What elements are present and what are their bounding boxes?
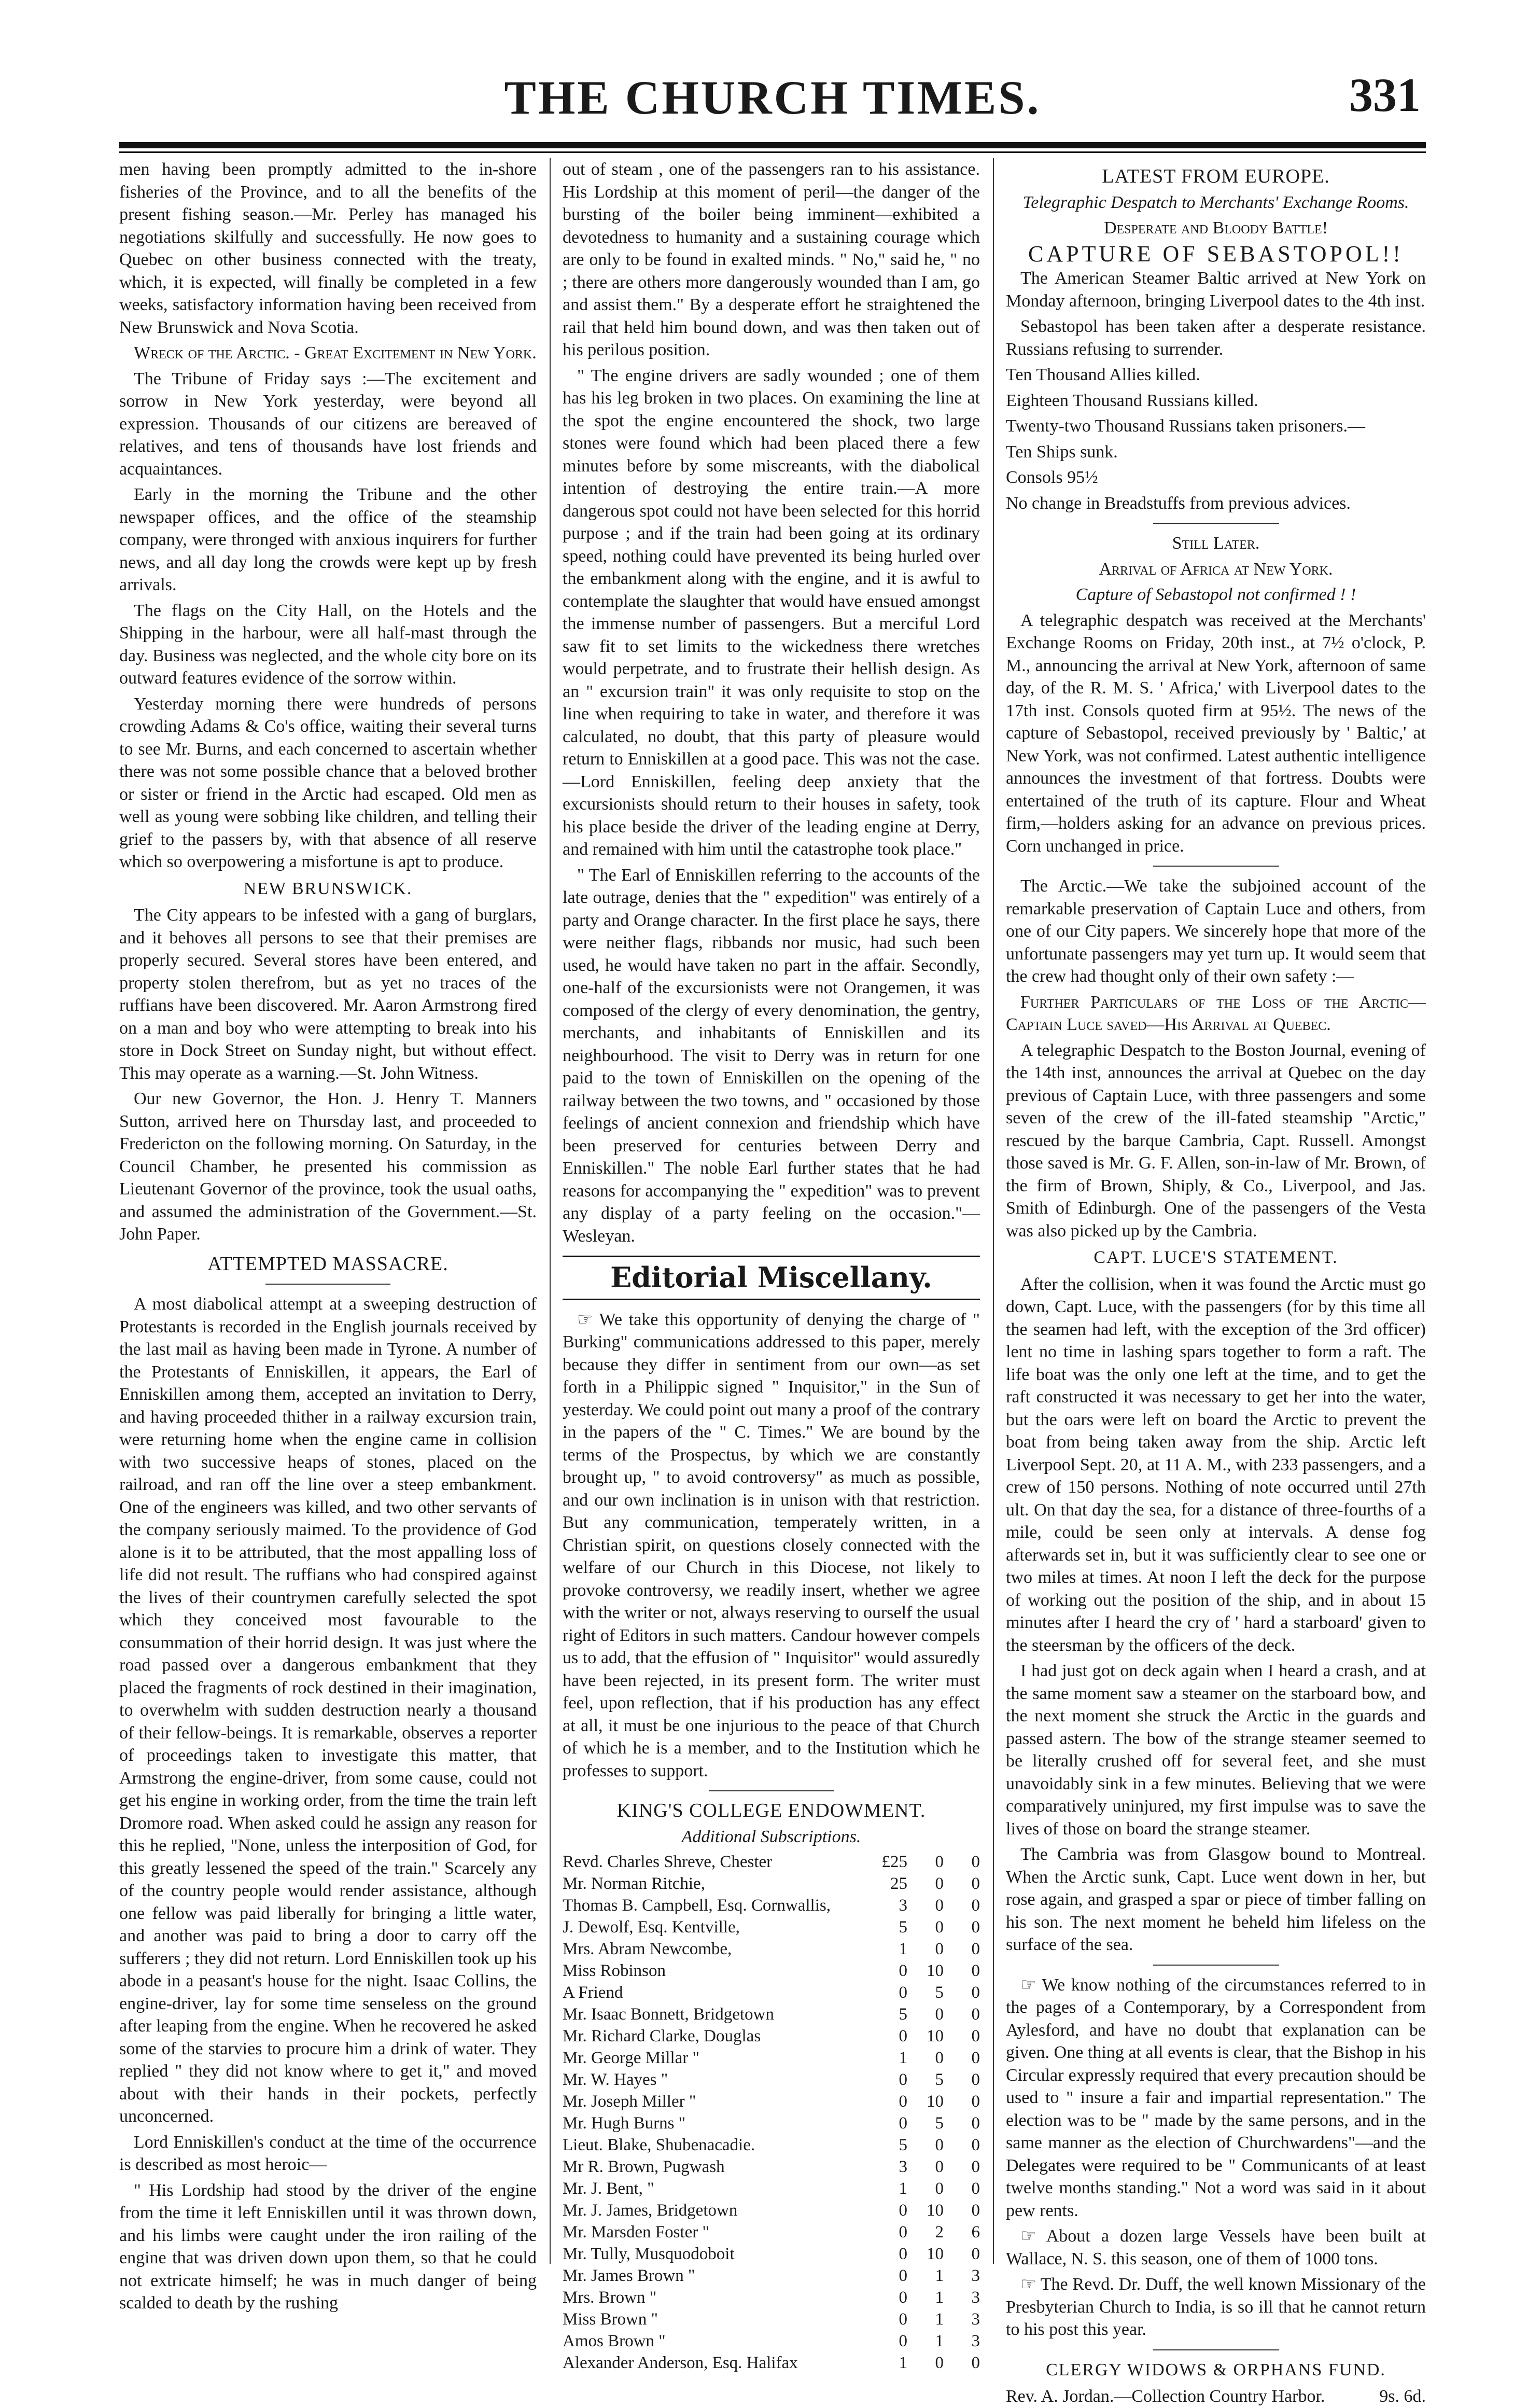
divider [265,1284,391,1285]
subscriber-name: Mr. Isaac Bonnett, Bridgetown [563,2005,774,2024]
amount-pence: 0 [971,1961,980,1980]
article-heading: Wreck of the Arctic. - Great Excitement in New York. [134,343,537,363]
news-line: Ten Thousand Allies killed. [1006,365,1200,384]
amount-shillings: 5 [935,1983,944,2002]
table-row [563,2308,980,2330]
masthead-rule-thin [119,151,1426,153]
article-paragraph: The flags on the City Hall, on the Hotels and the Shipping in the harbour, were all half-mast through the day. Business was neglected, and the whole city bore on its outward features evidence of the sorrow within. [119,601,537,688]
newspaper-page [119,62,1426,2406]
section-subheading: Telegraphic Despatch to Merchants' Exchange Rooms. [1022,192,1409,212]
article-paragraph: The Arctic.—We take the subjoined account of the remarkable preservation of Captain Luce and others, from one of our City papers. We sincerely hope that more of the unfortunate passengers may yet turn up. It would seem that the crew had thought only of their own safety :— [1006,876,1426,986]
amount-pence: 3 [971,2266,980,2285]
article-paragraph: Early in the morning the Tribune and the other newspaper offices, and the office of the steamship company, were thronged with anxious inquirers for further news, and all day long the crowds were kept up by fresh arrivals. [119,485,537,594]
amount-pounds: 0 [899,2070,907,2089]
amount-pence: 3 [971,2332,980,2350]
amount-pence: 0 [971,1874,980,1893]
amount-pounds: 3 [899,1896,907,1915]
amount-shillings: 0 [935,2354,944,2372]
article-paragraph: out of steam , one of the passengers ran to his assistance. His Lordship at this moment of peril—the danger of the bursting of the boiler being imminent—exhibited a devotedness to humanity and a sustaining courage which are only to be found in exalted minds. " No," said he, " no ; there are others more dangerously wounded than I am, go and assist them." By a desperate effort he straightened the rail that held him bound down, and was then taken out of his perilous position. [563,160,980,359]
amount-pence: 0 [971,2136,980,2154]
editorial-heading: Editorial Miscellany. [610,1261,932,1294]
amount-shillings: 10 [927,2027,944,2045]
amount-pence: 0 [971,2092,980,2111]
table-row [563,2156,980,2178]
fund-line-amount: 9s. 6d. [1379,2387,1426,2406]
amount-pence: 3 [971,2310,980,2329]
amount-shillings: 1 [935,2288,944,2307]
amount-pounds: 1 [899,2354,907,2372]
amount-pence: 0 [971,2354,980,2372]
amount-pence: 0 [971,2201,980,2220]
news-lines [1006,364,1426,514]
article-paragraph: " The Earl of Enniskillen referring to the accounts of the late outrage, denies that the " expedition" was entirely of a party and Orange character. In the first place he says, there were neither flags, ribbands nor music, had such been used, he would have taken no part in the affair. Secondly, one-half of the excursionists were not Orangemen, it was composed of the clergy of every denomination, the gentry, merchants, and inhabitants of Enniskillen and its neighbourhood. The visit to Derry was in return for one paid to the town of Enniskillen on the opening of the railway between the two towns, and " occasioned by those feelings of ancient connexion and friendship which have been preserved for centuries between Derry and Enniskillen." The noble Earl further states that he had reasons for accompanying the " expedition" was to prevent any display of a party feeling on the occasion."—Wesleyan. [563,865,980,1246]
amount-shillings: 0 [935,1918,944,1937]
amount-pence: 0 [971,2158,980,2176]
section-heading: Still Later. [1172,534,1260,553]
subscriber-name: Mr. Norman Ritchie, [563,1874,705,1893]
amount-pounds: 0 [899,2114,907,2133]
amount-pounds: 5 [899,1918,907,1937]
amount-pounds: 0 [899,2027,907,2045]
column-2 [563,158,980,2372]
amount-shillings: 0 [935,2158,944,2176]
amount-pounds: 0 [899,2332,907,2350]
article-paragraph: The Cambria was from Glasgow bound to Montreal. When the Arctic sunk, Capt. Luce went down in her, but rose again, and grasped a spar or piece of timber falling on his son. The next moment he beheld him lifeless on the surface of the sea. [1006,1845,1426,1954]
divider [1153,2349,1279,2350]
subscriber-name: Alexander Anderson, Esq. Halifax [563,2354,798,2372]
article-paragraph: men having been promptly admitted to the in-shore fisheries of the Province, and to all the benefits of the present fishing season.—Mr. Perley has managed his negotiations skilfully and successfully. He now goes to Quebec on other business connected with the treaty, which, it is expected, will finally be completed in a few weeks, satisfactory information having been received from New Brunswick and Nova Scotia. [119,160,537,337]
section-heading: LATEST FROM EUROPE. [1102,165,1330,187]
divider [1153,866,1279,867]
news-line: Consols 95½ [1006,468,1098,487]
divider [709,1790,834,1791]
fund-line-text: Rev. A. Jordan.—Collection Country Harbor. [1006,2387,1325,2406]
amount-pence: 0 [971,2114,980,2133]
column-3 [1006,158,1426,2406]
article-paragraph: ☞ We take this opportunity of denying the charge of " Burking" communications addressed to this paper, merely because they differ in sentiment from our own—as set forth in a Philippic signed " Inquisitor," in the Sun of yesterday. We could point out many a proof of the contrary in the papers of the " C. Times." We are bound by the terms of the Prospectus, by which we are constantly brought up, " to avoid controversy" as much as possible, and our own inclination is in unison with that restriction. But any communication, temperately written, in a Christian spirit, on questions closely connected with the welfare of our Church in this Diocese, not likely to provoke controversy, we readily insert, whether we agree with the writer or not, always reserving to ourself the usual right of Editors in such matters. Candour however compels us to add, that the effusion of " Inquisitor" would assuredly have been rejected, in its present form. The writer must feel, upon reflection, that if his production has any effect at all, it must be one injurious to the peace of that Church of which he is a member, and to the Institution which he professes to support. [563,1310,980,1780]
article-paragraph: A most diabolical attempt at a sweeping destruction of Protestants is recorded in the English journals received by the last mail as having been made in Tyrone. A number of the Protestants of Enniskillen, it appears, the Earl of Enniskillen among them, accepted an invitation to Derry, and having proceeded thither in a railway excursion train, were returning home when the engine came in collision with two successive heaps of stones, placed on the railroad, and ran off the line over a steep embankment. One of the engineers was killed, and two other servants of the company seriously maimed. To the providence of God alone is it to be attributed, that the most appalling loss of life did not result. The ruffians who had conspired against the lives of their countrymen carefully selected the spot which they conceived most favourable to the consummation of their horrid design. It was just where the road passed over a dangerous embankment that they placed the fragments of rock destined in their imagination, to overwhelm with sudden destruction nearly a thousand of their fellow-beings. It is remarkable, observes a reporter of proceedings taken to investigate this matter, that Armstrong the engine-driver, from some cause, could not get his engine in working order, from the time the train left Dromore road. When asked could he assign any reason for this he replied, "None, unless the interposition of God, for this greatly lessened the speed of the train." Scarcely any of the country people would render assistance, although one fellow was paid liberally for bringing a little water, and another was paid to bring a door to carry off the sufferers ; they did not return. Lord Enniskillen took up his abode in a peasant's house for the night. Isaac Collins, the engine-driver, lay for some time senseless on the ground after leaping from the engine. When he recovered he asked some of the starvies to procure him a drink of water. They replied " they did not know where to get it," and moved about with their hands in their pockets, perfectly unconcerned. [119,1295,537,2126]
table-row [563,2091,980,2112]
column-divider [550,158,551,2264]
article-paragraph: ☞ We know nothing of the circumstances referred to in the pages of a Contemporary, by a Correspondent from Aylesford, and have no doubt that explanation can be given. One thing at all events is clear, that the Bishop in his Circular expressly required that every precaution should be used to " insure a fair and impartial representation." The election was to be " made by the same persons, and in the same manner as the election of Churchwardens"—and the Delegates were required to be " Communicants of at least twelve months standing." Not a word was said in it about pew rents. [1006,1975,1426,2220]
amount-shillings: 1 [935,2266,944,2285]
column-1 [119,158,537,2313]
fund-line [1006,2385,1426,2408]
amount-pence: 0 [971,2179,980,2198]
subscriber-name: Mr. James Brown " [563,2266,695,2285]
article-paragraph: Lord Enniskillen's conduct at the time of the occurrence is described as most heroic— [119,2132,537,2174]
article-paragraph: ☞ About a dozen large Vessels have been built at Wallace, N. S. this season, one of them of 1000 tons. [1006,2226,1426,2268]
amount-pence: 0 [971,2027,980,2045]
section-heading: CAPT. LUCE'S STATEMENT. [1094,1248,1338,1267]
amount-pounds: 1 [899,1940,907,1958]
amount-shillings: 10 [927,1961,944,1980]
table-row [563,2069,980,2091]
amount-pounds: 0 [899,2266,907,2285]
subscriber-name: Mr. Hugh Burns " [563,2114,686,2133]
table-row [563,2330,980,2352]
amount-shillings: 0 [935,1853,944,1871]
article-paragraph: " The engine drivers are sadly wounded ; one of them has his leg broken in two places. On examining the line at the spot the engine encountered the shock, two large stones were found which had been placed there a few minutes before by some miscreants, with the diabolical intention of destroying the entire train.—A more dangerous spot could not have been selected for this horrid purpose ; and if the train had been going at its ordinary speed, nothing could have prevented its being hurled over the embankment along with the engine, and it is awful to contemplate the slaughter that would have ensued amongst the immense number of passengers. But a merciful Lord saw fit to set limits to the wickedness there wretches would perpetrate, and to frustrate their hellish design. As an " excursion train" it was only requisite to stop on the line when requiring to take in water, and therefore it was calculated, no doubt, that this party of pleasure would return to Enniskillen at a good pace. This was not the case.—Lord Enniskillen, feeling deep anxiety that the excursionists should return to their houses in safety, took his place beside the driver of the leading engine at Derry, and remained with him until the catastrophe took place." [563,366,980,859]
amount-pounds: 0 [899,2201,907,2220]
subscriber-name: Mr. George Millar " [563,2049,699,2067]
amount-shillings: 10 [927,2092,944,2111]
masthead [119,62,1426,140]
column-divider [993,158,994,2264]
amount-pence: 0 [971,1853,980,1871]
table-row [563,2352,980,2374]
article-paragraph: Our new Governor, the Hon. J. Henry T. Manners Sutton, arrived here on Thursday last, and proceeded to Fredericton on the following morning. On Saturday, in the Council Chamber, he presented his commission as Lieutenant Governor of the province, took the usual oaths, and assumed the administration of the Government.—St. John Paper. [119,1089,537,1244]
headline: CAPTURE OF SEBASTOPOL!! [1028,241,1404,267]
amount-pounds: 5 [899,2136,907,2154]
subscriber-name: Mrs. Brown " [563,2288,657,2307]
subscriber-name: Mr R. Brown, Pugwash [563,2158,725,2176]
table-row [563,1938,980,1960]
article-paragraph: After the collision, when it was found the Arctic must go down, Capt. Luce, with the passengers (for by this time all the seamen had left, with the exception of the 3rd officer) lent no time in lashing spars together to form a raft. The life boat was the only one left at the time, and to get the raft constructed it was necessary to get her into the water, but the oars were left on board the Arctic to prevent the boat from being taken away from the ship. Arctic left Liverpool Sept. 20, at 11 A. M., with 233 passengers, and a crew of 150 persons. Nothing of note occurred until 27th ult. On that day the sea, for a distance of three-fourths of a mile, could be seen only at intervals. A dense fog afterwards set in, but it was sufficiently clear to see one or two miles at times. At noon I left the deck for the purpose of working out the position of the ship, and in about 15 minutes after I heard the cry of ' hard a starboard' given to the steersman by the officers of the deck. [1006,1274,1426,1655]
table-row [563,1982,980,2003]
article-paragraph: The Tribune of Friday says :—The excitement and sorrow in New York yesterday, were beyond all expression. Thousands of our citizens are bereaved of relatives, and tens of thousands have lost friends and acquaintances. [119,369,537,479]
subscriber-name: Amos Brown " [563,2332,666,2350]
amount-pence: 0 [971,2070,980,2089]
amount-shillings: 2 [935,2223,944,2242]
subscriber-name: Miss Brown " [563,2310,658,2329]
editorial-box [563,1256,980,1300]
amount-pounds: 5 [899,2005,907,2024]
article-paragraph: ☞ The Revd. Dr. Duff, the well known Missionary of the Presbyterian Church to India, is so ill that he cannot return to his post this year. [1006,2275,1426,2339]
amount-shillings: 10 [927,2201,944,2220]
amount-pence: 0 [971,2005,980,2024]
article-paragraph: " His Lordship had stood by the driver of the engine from the time it left Enniskillen until it was thrown down, and his limbs were caught under the iron railing of the engine that was driven down upon them, so that he could not extricate himself; he was in much danger of being scalded to death by the rushing [119,2180,537,2313]
table-row [563,1916,980,1938]
table-row [563,2221,980,2243]
subscriber-name: J. Dewolf, Esq. Kentville, [563,1918,740,1937]
table-row [563,2265,980,2287]
amount-pounds: 25 [890,1874,907,1893]
article-paragraph: The American Steamer Baltic arrived at New York on Monday afternoon, bringing Liverpool dates to the 4th inst. [1006,269,1426,311]
section-subheading: Additional Subscriptions. [681,1827,861,1846]
table-row [563,2134,980,2156]
amount-pounds: 1 [899,2179,907,2198]
amount-pounds: 0 [899,1983,907,2002]
amount-shillings: 0 [935,2049,944,2067]
table-row [563,1873,980,1895]
article-paragraph: Sebastopol has been taken after a desperate resistance. Russians refusing to surrender. [1006,317,1426,359]
divider [1153,523,1279,524]
page-number: 331 [1349,68,1421,121]
subscriber-name: Mr. W. Hayes " [563,2070,668,2089]
amount-pence: 0 [971,2049,980,2067]
article-paragraph: A telegraphic Despatch to the Boston Journal, evening of the 14th inst, announces the arrival at Quebec on the day previous of Captain Luce, with three passengers and some seven of the crew of the ill-fated steamship "Arctic," rescued by the barque Cambria, Capt. Russell. Amongst those saved is Mr. G. F. Allen, son-in-law of Mr. Brown, of the firm of Brown, Shiply, & Co., Liverpool, and Jas. Smith of Edinburgh. One of the passengers of the Vesta was also picked up by the Cambria. [1006,1040,1426,1241]
news-line: Eighteen Thousand Russians killed. [1006,391,1258,410]
amount-pence: 0 [971,1940,980,1958]
subscriber-name: A Friend [563,1983,623,2002]
article-paragraph: A telegraphic despatch was received at the Merchants' Exchange Rooms on Friday, 20th inst., at 7½ o'clock, P. M., announcing the arrival at New York, afternoon of same day, of the R. M. S. ' Africa,' with Liverpool dates to the 17th inst. Consols quoted firm at 95½. The news of the capture of Sebastopol, received previously by ' Baltic,' at New York, was not confirmed. Latest authentic intelligence announces the investment of that fortress. Doubts were entertained of the truth of its capture. Flour and Wheat firm,—holders asking for an advance on previous prices. Corn unchanged in price. [1006,610,1426,856]
section-heading: ATTEMPTED MASSACRE. [207,1252,448,1275]
subscriber-name: Mr. Marsden Foster " [563,2223,709,2242]
amount-pounds: 0 [899,1961,907,1980]
subscriber-name: Mrs. Abram Newcombe, [563,1940,732,1958]
amount-shillings: 0 [935,1874,944,1893]
amount-pounds: £25 [881,1853,907,1871]
amount-shillings: 0 [935,2179,944,2198]
table-row [563,1960,980,1982]
amount-shillings: 0 [935,1940,944,1958]
amount-pounds: 0 [899,2245,907,2263]
subscriber-name: Lieut. Blake, Shubenacadie. [563,2136,755,2154]
amount-pounds: 3 [899,2158,907,2176]
subscriber-name: Mr. J. James, Bridgetown [563,2201,738,2220]
amount-pounds: 0 [899,2310,907,2329]
amount-pence: 3 [971,2288,980,2307]
subscriber-name: Miss Robinson [563,1961,666,1980]
amount-shillings: 10 [927,2245,944,2263]
section-heading: CLERGY WIDOWS & ORPHANS FUND. [1046,2360,1386,2379]
news-line: No change in Breadstuffs from previous advices. [1006,493,1351,513]
columns [119,158,1426,2406]
amount-shillings: 5 [935,2070,944,2089]
section-heading: Arrival of Africa at New York. [1099,559,1333,579]
subscriber-name: Mr. Tully, Musquodoboit [563,2245,735,2263]
news-line: Twenty-two Thousand Russians taken prisoners.— [1006,416,1365,436]
subscriptions-table [563,1851,980,2374]
table-row [563,1895,980,1916]
amount-pence: 0 [971,1918,980,1937]
table-row [563,2047,980,2069]
section-subheading: Desperate and Bloody Battle! [1103,218,1328,238]
subscriber-name: Mr. J. Bent, " [563,2179,654,2198]
table-row [563,2112,980,2134]
amount-shillings: 0 [935,2136,944,2154]
amount-shillings: 1 [935,2310,944,2329]
subscriber-name: Thomas B. Campbell, Esq. Cornwallis, [563,1896,831,1915]
amount-shillings: 0 [935,1896,944,1915]
amount-pence: 0 [971,1896,980,1915]
article-paragraph: Yesterday morning there were hundreds of persons crowding Adams & Co's office, waiting their several turns to see Mr. Burns, and each concerned to ascertain whether there was not some possible chance that a beloved brother or sister or friend in the Arctic had escaped. Old men as well as young were sobbing like children, and telling their grief to the passers by, with that absence of all reserve which so overpowering a misfortune is apt to produce. [119,694,537,871]
article-heading: Further Particulars of the Loss of the Arctic—Captain Luce saved—His Arrival at Quebec. [1006,992,1426,1034]
news-line: Ten Ships sunk. [1006,442,1118,462]
amount-shillings: 5 [935,2114,944,2133]
table-row [563,2003,980,2025]
divider [1153,1965,1279,1966]
table-row [563,1851,980,1873]
amount-pounds: 0 [899,2288,907,2307]
amount-pounds: 0 [899,2223,907,2242]
amount-pence: 0 [971,1983,980,2002]
amount-pence: 0 [971,2245,980,2263]
masthead-title: THE CHURCH TIMES. [504,71,1041,124]
section-subheading: Capture of Sebastopol not confirmed ! ! [1075,585,1356,604]
article-paragraph: I had just got on deck again when I heard a crash, and at the same moment saw a steamer on the starboard bow, and the next moment she struck the Arctic in the guards and passed astern. The bow of the strange steamer seemed to be literally crushed off for several feet, and she must unavoidably sink in a few minutes. Believing that we were comparatively uninjured, my first impulse was to save the lives of those on board the strange steamer. [1006,1661,1426,1839]
amount-shillings: 0 [935,2005,944,2024]
table-row [563,2287,980,2308]
table-row [563,2200,980,2221]
amount-pounds: 1 [899,2049,907,2067]
amount-pence: 6 [971,2223,980,2242]
subscriber-name: Mr. Richard Clarke, Douglas [563,2027,761,2045]
amount-pounds: 0 [899,2092,907,2111]
amount-shillings: 1 [935,2332,944,2350]
table-row [563,2025,980,2047]
table-row [563,2243,980,2265]
masthead-rule [119,142,1426,148]
table-row [563,2178,980,2200]
subscriber-name: Revd. Charles Shreve, Chester [563,1853,773,1871]
section-heading: KING'S COLLEGE ENDOWMENT. [616,1800,926,1821]
section-heading: NEW BRUNSWICK. [243,879,413,898]
article-paragraph: The City appears to be infested with a gang of burglars, and it behoves all persons to see that their premises are properly secured. Several stores have been entered, and property stolen therefrom, but as yet no traces of the ruffians have been discovered. Mr. Aaron Armstrong fired on a man and boy who were attempting to break into his store in Dock Street on Sunday night, but without effect. This may operate as a warning.—St. John Witness. [119,906,537,1083]
subscriber-name: Mr. Joseph Miller " [563,2092,696,2111]
